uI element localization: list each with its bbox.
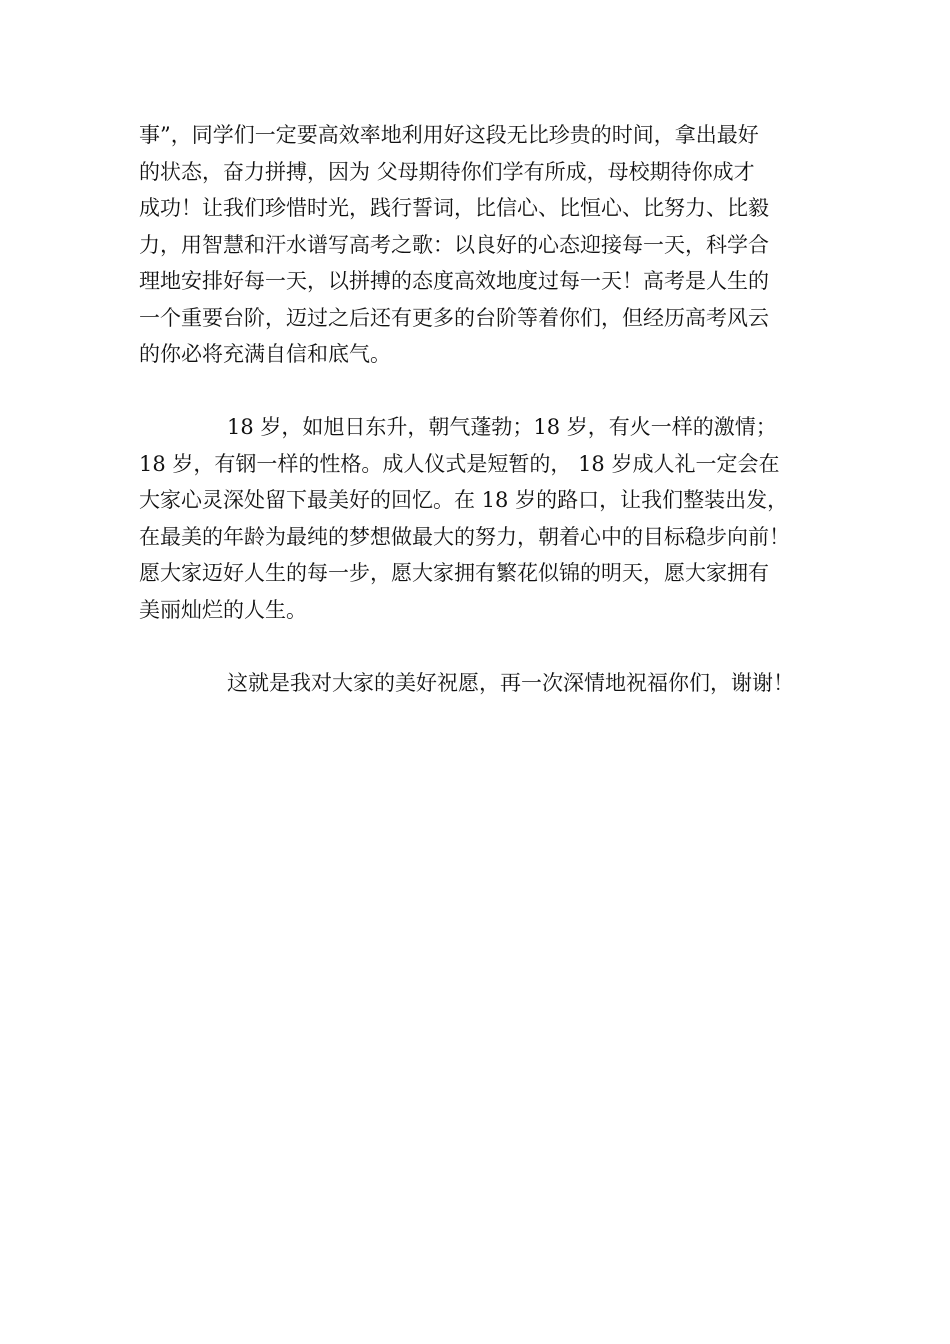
paragraph-line: 18 岁，有钢一样的性格。成人仪式是短暂的， 18 岁成人礼一定会在 (139, 451, 780, 476)
paragraph-spacer (139, 628, 829, 665)
closing-line: 这就是我对大家的美好祝愿，再一次深情地祝福你们，谢谢！ (227, 670, 794, 695)
paragraph-line: 大家心灵深处留下最美好的回忆。在 18 岁的路口，让我们整装出发， (139, 488, 789, 512)
paragraph-line: 在最美的年龄为最纯的梦想做最大的努力，朝着心中的目标稳步向前！ (139, 524, 790, 549)
paragraph-line: 18 岁，如旭日东升，朝气蓬勃；18 岁，有火一样的激情； (227, 415, 777, 439)
paragraph-line: 事”，同学们一定要高效率地利用好这段无比珍贵的时间，拿出最好 (139, 123, 759, 147)
paragraph-line: 美丽灿烂的人生。 (139, 597, 307, 622)
paragraph-1 (139, 117, 829, 373)
paragraph-2 (139, 409, 829, 628)
paragraph-spacer (139, 373, 829, 410)
paragraph-line: 的状态，奋力拼搏，因为 父母期待你们学有所成，母校期待你成才 (139, 159, 755, 184)
paragraph-line: 愿大家迈好人生的每一步，愿大家拥有繁花似锦的明天，愿大家拥有 (139, 561, 769, 585)
document-body (139, 117, 829, 701)
paragraph-line: 成功！让我们珍惜时光，践行誓词，比信心、比恒心、比努力、比毅 (139, 196, 769, 220)
paragraph-line: 理地安排好每一天，以拼搏的态度高效地度过每一天！高考是人生的 (139, 269, 769, 293)
paragraph-line: 一个重要台阶，迈过之后还有更多的台阶等着你们，但经历高考风云 (139, 305, 769, 330)
paragraph-line: 的你必将充满自信和底气。 (139, 342, 391, 366)
paragraph-line: 力，用智慧和汗水谱写高考之歌：以良好的心态迎接每一天，科学合 (139, 232, 769, 257)
paragraph-3 (139, 665, 829, 702)
